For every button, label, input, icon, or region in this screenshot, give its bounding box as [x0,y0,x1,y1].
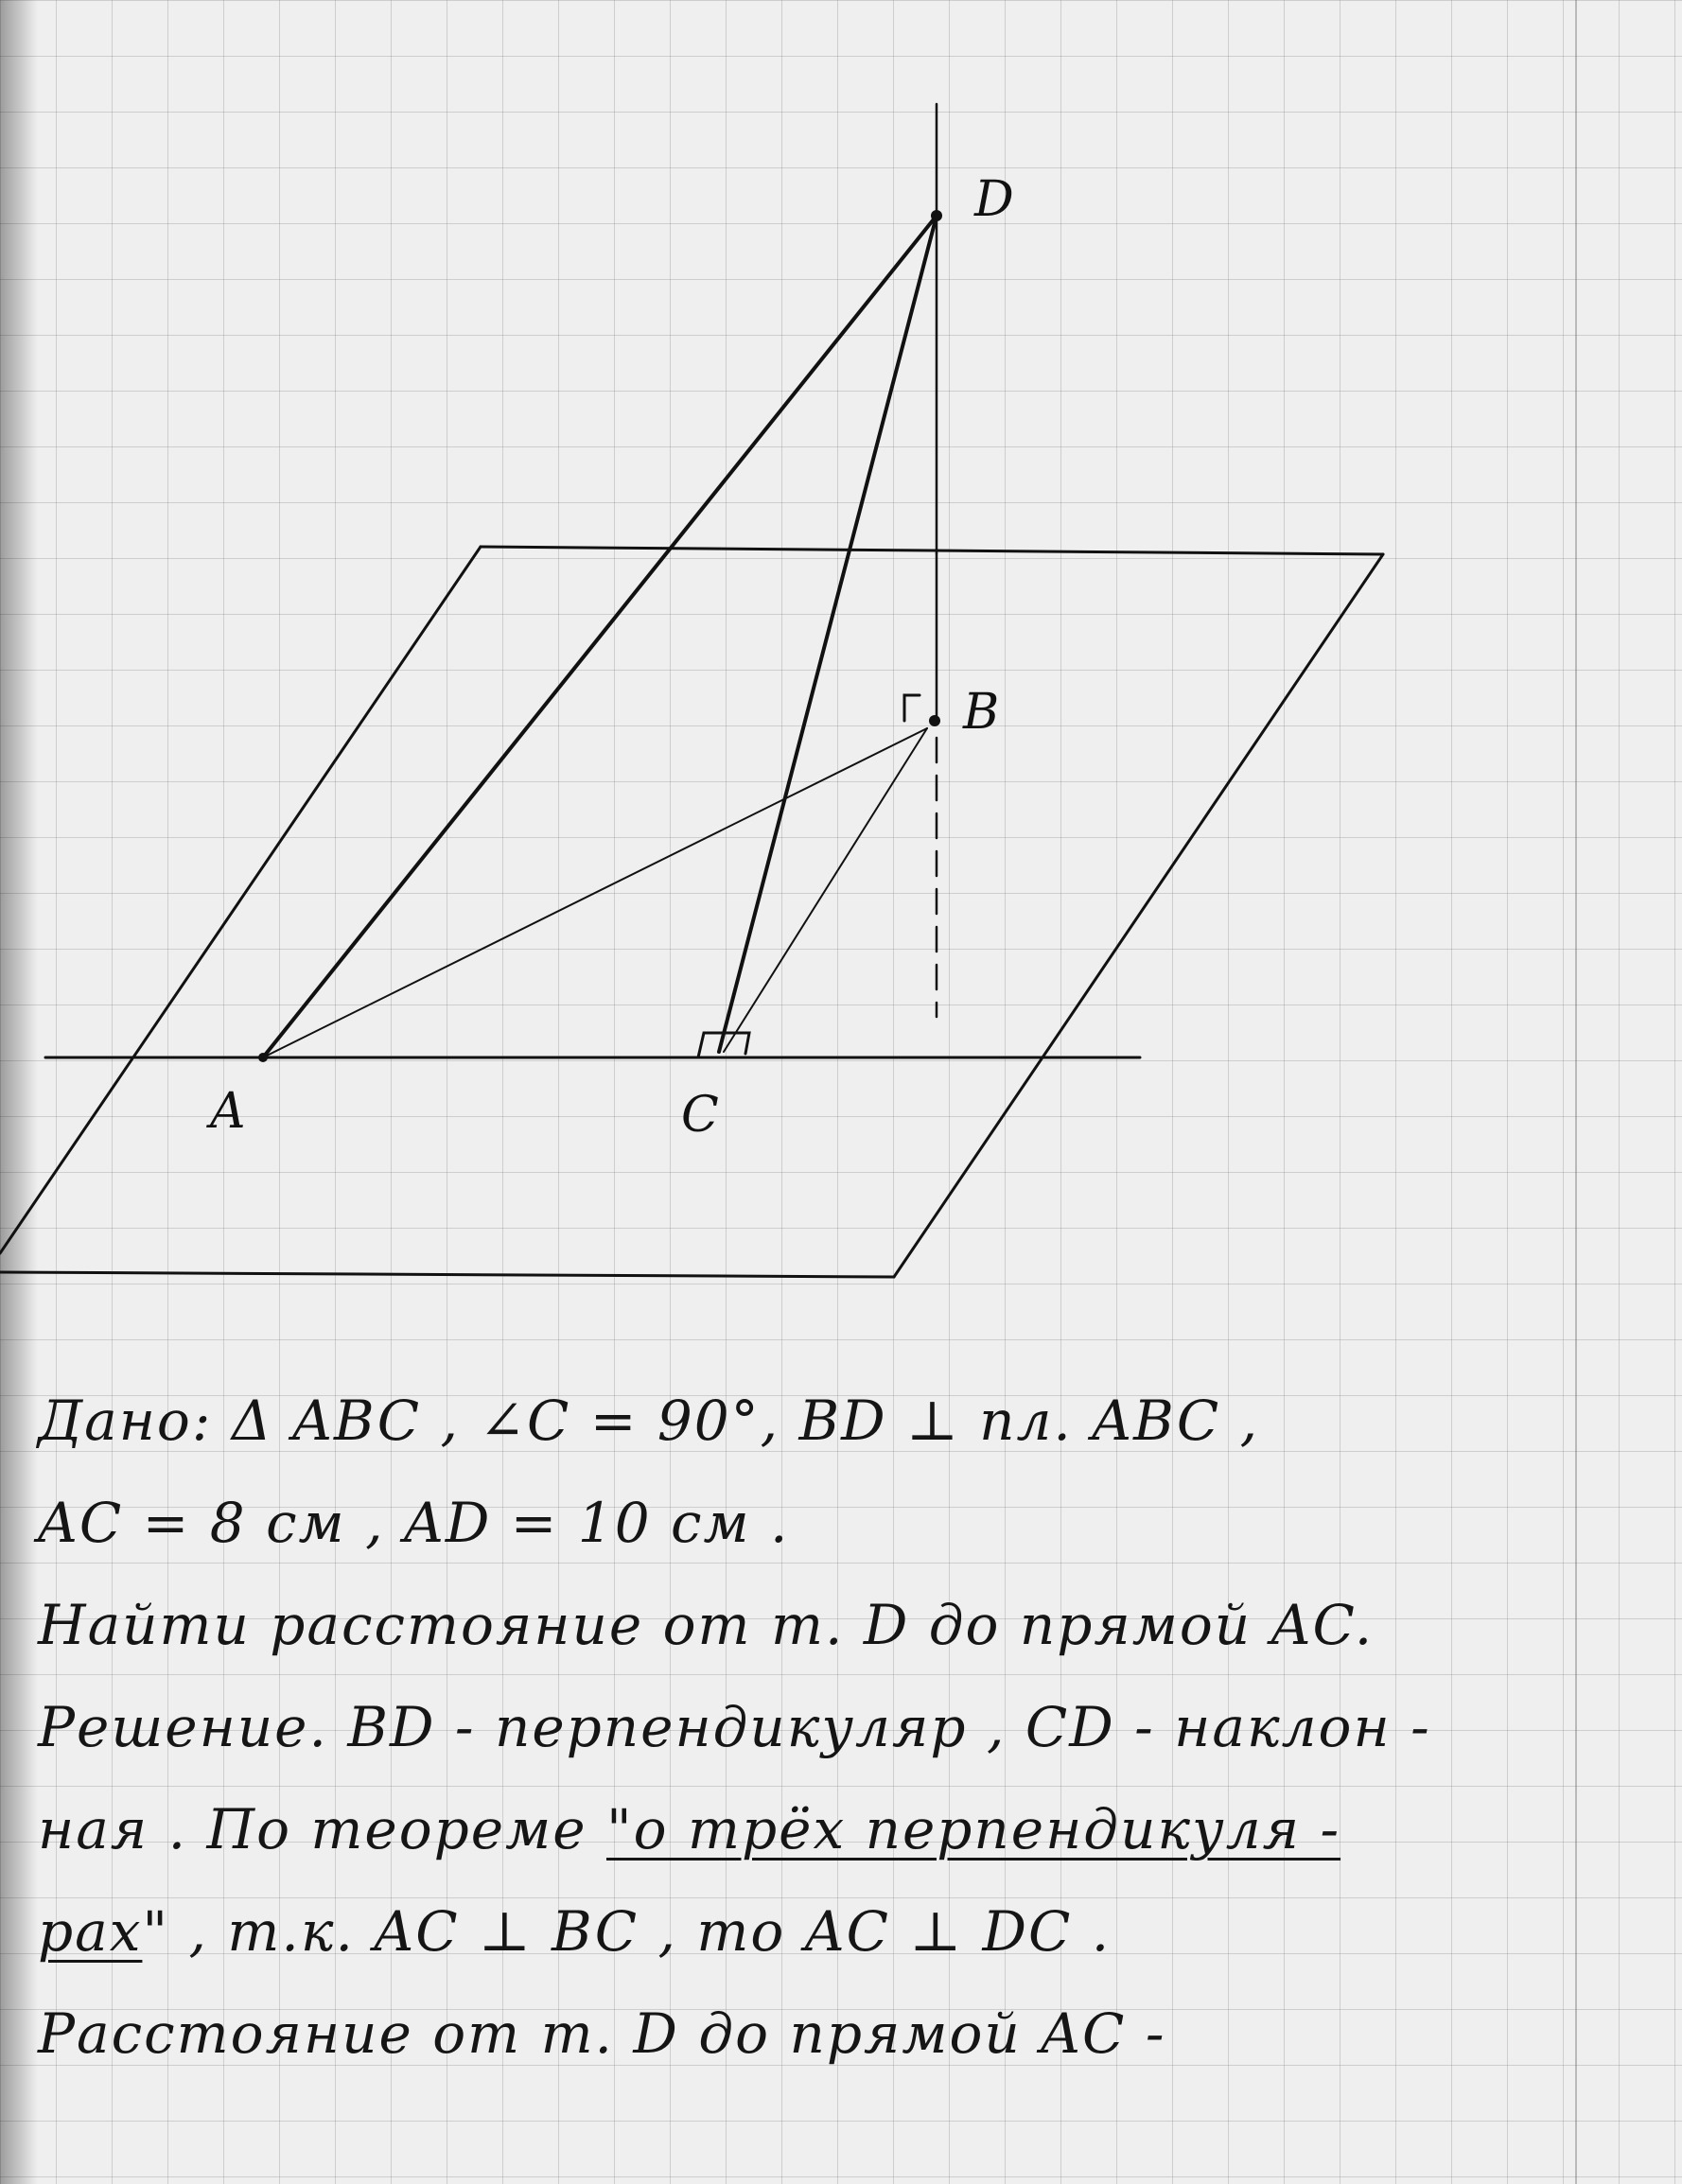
segment-dc [719,216,937,1052]
theorem-name-part-2: рах [38,1899,143,1964]
given-line-2: AC = 8 см , AD = 10 см . [38,1491,790,1555]
label-c: C [681,1087,719,1144]
solution-line-3-rest: " , т.к. AC ⊥ BC , то AC ⊥ DC . [142,1899,1112,1964]
point-a [258,1053,268,1062]
point-d [931,210,942,221]
point-b [929,715,940,726]
plane-edge-bottom [0,1272,894,1277]
handwritten-solution [38,1370,1589,2085]
right-angle-mark-b [904,695,920,721]
solution-line-2-start: ная . По теореме [38,1797,606,1861]
solution-line-4: Расстояние от т. D до прямой AC - [38,2001,1166,2066]
find-line: Найти расстояние от т. D до прямой AC. [38,1593,1375,1657]
label-b: B [963,684,1000,741]
given-line-1: Дано: Δ ABC , ∠C = 90°, BD ⊥ пл. ABC , [38,1389,1260,1453]
segment-ab [263,728,927,1057]
plane-edge-top [481,547,1383,554]
plane-edge-left [0,547,481,1253]
solution-line-2 [38,1778,1589,1880]
segment-ad [263,216,937,1057]
label-d: D [974,171,1014,228]
label-a: A [210,1083,246,1140]
theorem-name-part-1: "о трёх перпендикуля - [605,1797,1341,1861]
solution-line-1: Решение. BD - перпендикуляр , CD - наклон - [38,1695,1431,1759]
segment-bc [724,728,927,1052]
plane-edge-right [894,554,1383,1277]
solution-line-3 [38,1880,1589,1983]
